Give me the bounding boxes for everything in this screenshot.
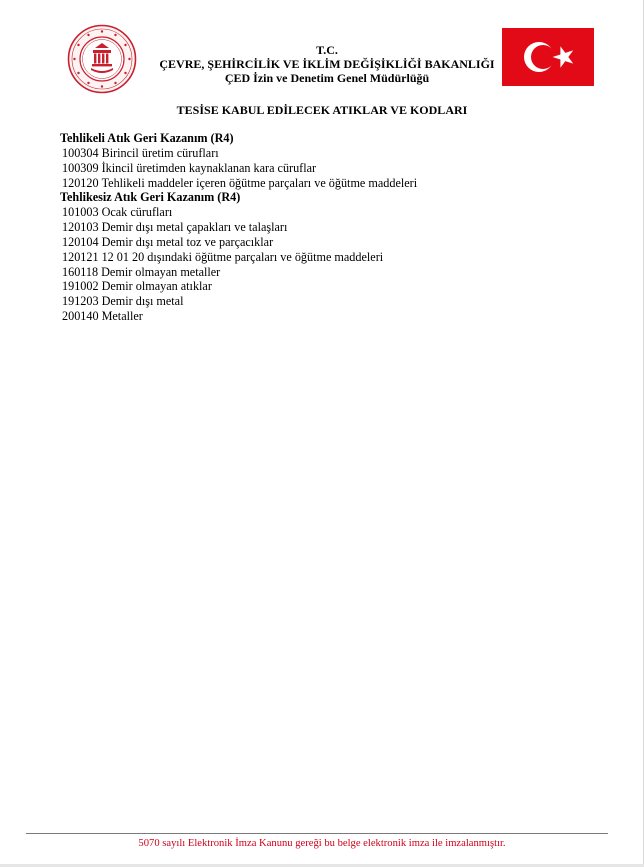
waste-description: 12 01 20 dışındaki öğütme parçaları ve öğütme maddeleri <box>101 249 384 264</box>
letterhead-ministry-name: ÇEVRE, ŞEHİRCİLİK VE İKLİM DEĞİŞİKLİĞİ BAKANLIĞI <box>159 57 495 71</box>
list-item <box>60 176 620 191</box>
e-signature-notice: 5070 sayılı Elektronik İmza Kanunu gereği bu belge elektronik imza ile imzalanmıştır. <box>138 838 506 849</box>
waste-code: 191203 <box>62 294 99 309</box>
list-item <box>60 146 620 161</box>
waste-description: Tehlikeli maddeler içeren öğütme parçaları ve öğütme maddeleri <box>101 175 418 190</box>
waste-description: Demir dışı metal <box>101 294 184 309</box>
section-heading-hazardous: Tehlikeli Atık Geri Kazanım (R4) <box>60 131 234 145</box>
waste-code: 100309 <box>62 160 99 175</box>
footer-divider <box>26 833 608 834</box>
waste-code: 120103 <box>62 220 99 235</box>
waste-code: 100304 <box>62 146 99 160</box>
list-item <box>60 294 620 309</box>
list-item <box>60 205 620 220</box>
waste-description: İkincil üretimden kaynaklanan kara cüruflar <box>101 160 317 175</box>
waste-description: Ocak cürufları <box>101 205 173 220</box>
list-item <box>60 161 620 176</box>
section-heading-non-hazardous: Tehlikesiz Atık Geri Kazanım (R4) <box>60 190 241 205</box>
waste-description: Metaller <box>101 308 143 323</box>
list-item <box>60 250 620 265</box>
waste-code: 120121 <box>62 249 99 264</box>
document-title: TESİSE KABUL EDİLECEK ATIKLAR VE KODLARI <box>176 103 468 117</box>
waste-description: Birincil üretim cürufları <box>101 146 219 160</box>
waste-description: Demir olmayan metaller <box>101 264 221 279</box>
waste-code: 101003 <box>62 205 99 220</box>
waste-description: Demir dışı metal çapakları ve talaşları <box>101 220 288 235</box>
list-item <box>60 279 620 294</box>
letterhead <box>0 43 644 85</box>
list-item <box>60 220 620 235</box>
list-item <box>60 235 620 250</box>
waste-description: Demir olmayan atıklar <box>101 279 212 294</box>
waste-code: 200140 <box>62 308 99 323</box>
letterhead-line-tc: T.C. <box>316 43 338 57</box>
list-item <box>60 309 620 324</box>
list-item <box>60 265 620 280</box>
waste-description: Demir dışı metal toz ve parçacıklar <box>101 234 274 249</box>
waste-code: 191002 <box>62 279 99 294</box>
letterhead-directorate: ÇED İzin ve Denetim Genel Müdürlüğü <box>224 71 430 85</box>
waste-code-list <box>60 131 620 324</box>
waste-code: 120104 <box>62 234 99 249</box>
waste-code: 120120 <box>62 175 99 190</box>
waste-code: 160118 <box>62 264 99 279</box>
